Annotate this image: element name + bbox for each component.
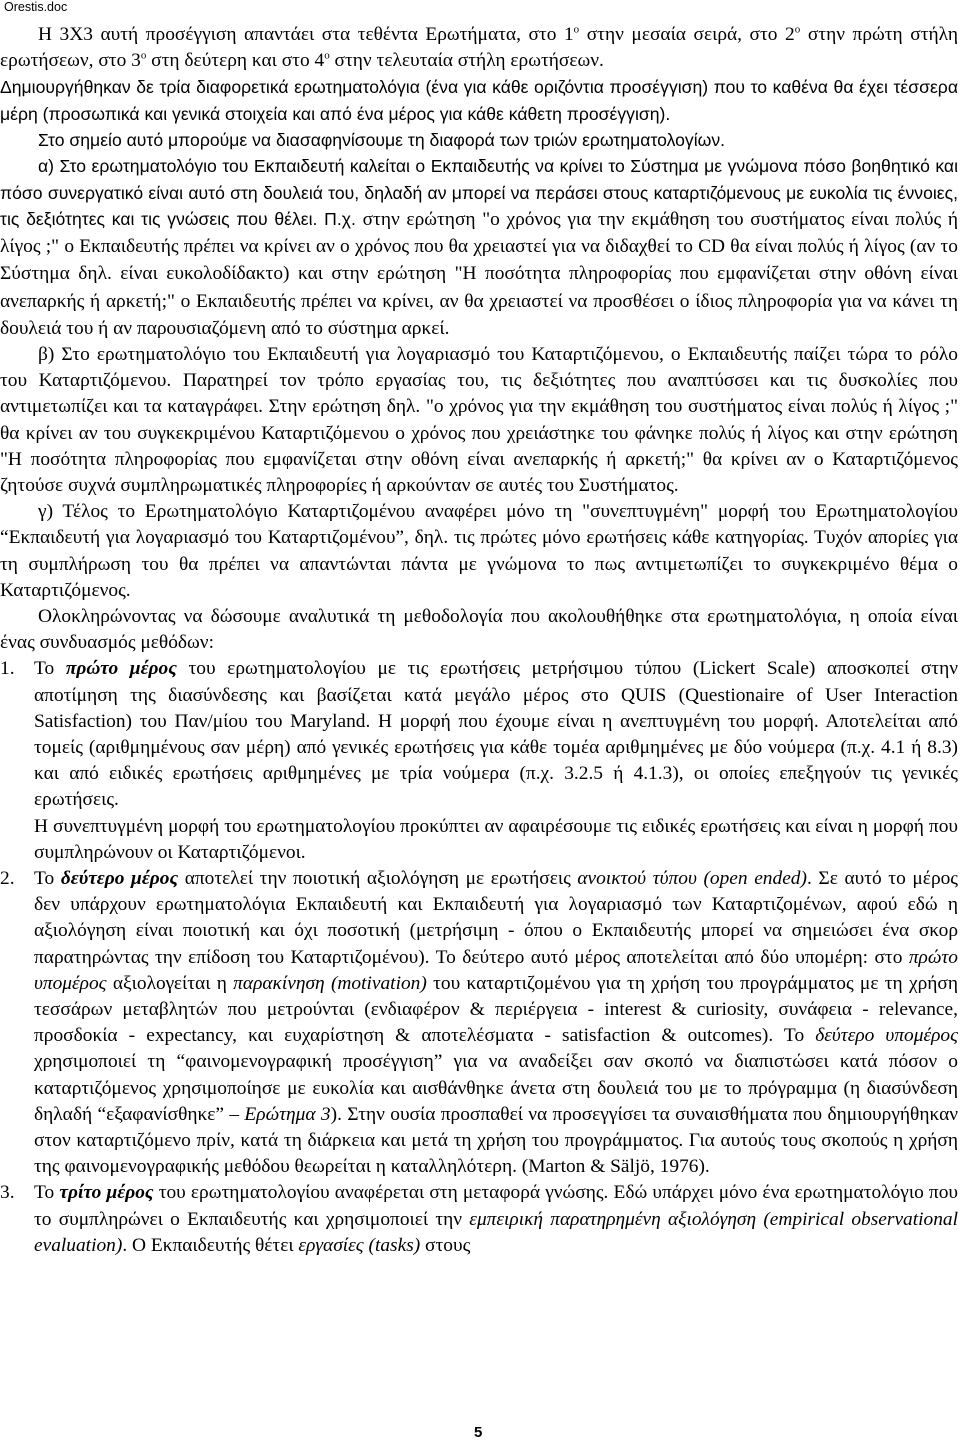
list-number: 3. xyxy=(0,1182,15,1204)
list-number: 2. xyxy=(0,867,15,889)
list-item-text xyxy=(34,1180,958,1259)
text-run: Το xyxy=(34,658,66,680)
emphasis: δεύτερο υπομέρος xyxy=(815,1025,958,1047)
text-run: στους xyxy=(420,1234,471,1256)
paragraph-gamma: γ) Τέλος το Ερωτηματολόγιο Καταρτιζομένου αναφέρει μόνο τη "συνεπτυγμένη" μορφή του Ερωτηματολογίου “Εκπαιδευτή για λογαριασμό του Καταρτιζομένου”, δηλ. τις πρώτες μόνο ερωτήσεις κάθε κατηγορίας. Τυχόν απορίες για τη συμπλήρωση του θα πρέπει να απαντώνται πάντα με γνώμονα το πως αντιμετωπίζει το συγκεκριμένο θέμα ο Καταρτιζόμενος. xyxy=(0,501,958,601)
text-run: Το xyxy=(34,867,61,889)
text-run: αποτελεί την ποιοτική αξιολόγηση με ερωτήσεις xyxy=(178,867,578,889)
text-run: ). Στην ουσία προσπαθεί να προσεγγίσει τα συναισθήματα που δημιουργήθηκαν στον καταρτιζόμενο πρίν, κατά τη διάρκεια και μετά τη χρήση του προγράμματος. Για αυτούς τους σκοπούς η χρήση της φαινομενογραφικής μεθόδου θεωρείται η καταλληλότερη. (Marton & Säljö, 1976). xyxy=(34,1103,958,1178)
text-run: . Σε αυτό το μέρος δεν υπάρχουν ερωτηματολόγια Εκπαιδευτή και Εκπαιδευτή για λογαριασμό των Καταρτιζομένων, αφού εδώ η αξιολόγηση είναι ποιοτική και όχι ποσοτική (μετρήσιμη - όπου ο Εκπαιδευτής μπορεί να σημειώσει ένα σκορ παρατηρώντας την επίδοση του Καταρτιζομένου). Το δεύτερο αυτό μέρος αποτελείται από δύο υπομέρη: στο xyxy=(34,867,958,968)
emphasis: ανοικτού τύπου (open ended) xyxy=(577,867,807,889)
text-run: στην τελευταία στήλη ερωτήσεων. xyxy=(329,50,604,72)
list-item-text xyxy=(34,656,958,813)
text-run: Το xyxy=(34,1182,60,1204)
list-item-2 xyxy=(0,866,958,1180)
paragraph-questionnaires: Δημιουργήθηκαν δε τρία διαφορετικά ερωτηματολόγια (ένα για κάθε οριζόντια προσέγγιση) που το καθένα θα έχει τέσσερα μέρη (προσωπικά και γενικά στοιχεία και από ένα μέρος για κάθε κάθετη προσέγγιση). xyxy=(0,77,958,124)
emphasis: εμπειρική παρατηρημένη αξιολόγηση (empirical observational evaluation) xyxy=(34,1208,958,1256)
emphasis: δεύτερο μέρος xyxy=(60,867,179,889)
list-item-3 xyxy=(0,1180,958,1259)
list-item-text xyxy=(34,866,958,1180)
text-run: στη δεύτερη και στο 4 xyxy=(146,50,325,72)
emphasis: πρώτο υπομέρος xyxy=(34,946,958,994)
text-run: στην πρώτη στήλη ερωτήσεων, στο 3 xyxy=(0,24,958,72)
text-run: α) Στο ερωτηματολόγιο του Εκπαιδευτή καλείται ο Εκπαιδευτής να κρίνει το Σύστημα με γνώμονα πόσο βοηθητικό και πόσο συνεργατικό είναι αυτό στη δουλειά του, δηλαδή αν μπορεί να περάσει στους καταρτιζόμενους με ευκολία τις έννοιες, τις δεξιότητες και τις γνώσεις που θέλει. Π.χ. xyxy=(0,156,958,229)
text-run: του ερωτηματολογίου αναφέρεται στη μεταφορά γνώσης. Εδώ υπάρχει μόνο ένα ερωτηματολόγιο που το συμπληρώνει ο Εκπαιδευτής και χρησιμοποιεί την xyxy=(34,1182,958,1230)
paragraph-intro xyxy=(0,22,958,74)
text-run: στην ερώτηση "ο χρόνος για την εκμάθηση του συστήματος είναι πολύς ή λίγος ;" ο Εκπαιδευτής πρέπει να κρίνει αν ο χρόνος που θα χρειαστεί για να διδαχθεί το CD θα είναι πολύς ή λίγος (αν το Σύστημα δηλ. είναι ευκολοδίδακτο) και στην ερώτηση "Η ποσότητα πληροφορίας που εμφανίζεται στην οθόνη είναι ανεπαρκής ή αρκετή;" ο Εκπαιδευτής πρέπει να κρίνει, αν θα χρειαστεί να προσθέσει ο ίδιος πληροφορία για να κάνει τη δουλειά του ή αν παρουσιαζόμενη από το σύστημα αρκεί. xyxy=(0,208,958,339)
superscript: ο xyxy=(140,49,147,62)
text-run: του ερωτηματολογίου με τις ερωτήσεις μετρήσιμου τύπου (Lickert Scale) αποσκοπεί στην αποτίμηση της διασύνδεσης και βασίζεται κατά μεγάλο μέρος στο QUIS (Questionaire of User Interaction Satisfaction) του Παν/μίου του Maryland. Η μορφή που έχουμε είναι η ανεπτυγμένη του μορφή. Αποτελείται από τομείς (αριθμημένους σαν μέρη) από γενικές ερωτήσεις για κάθε τομέα αριθμημένες με δύο νούμερα (π.χ. 4.1 ή 8.3) και από ειδικές ερωτήσεις αριθμημένες με τρία νούμερα (π.χ. 3.2.5 ή 4.1.3), οι οποίες επεξηγούν τις γενικές ερωτήσεις. xyxy=(34,658,958,811)
text-run: χρησιμοποιεί τη “φαινομενογραφική προσέγγιση” για να αναδείξει σαν σκοπό να διαπιστώσει κατά πόσον ο καταρτιζόμενος χρησιμοποίησε με ευκολία και αισθάνθηκε άνετα στη δουλειά του με το πρόγραμμα (η διασύνδεση δηλαδή “εξαφανίσθηκε” – xyxy=(34,1051,958,1125)
list-item-continuation: Η συνεπτυγμένη μορφή του ερωτηματολογίου προκύπτει αν αφαιρέσουμε τις ειδικές ερωτήσεις και είναι η μορφή που συμπληρώνουν οι Καταρτιζόμενοι. xyxy=(34,815,958,863)
page-number: 5 xyxy=(474,1424,483,1441)
superscript: ο xyxy=(794,23,801,36)
superscript: ο xyxy=(573,23,580,36)
text-run: του καταρτιζομένου για τη χρήση του προγράμματος με τη χρήση τεσσάρων μεταβλητών που μετρούνται (ενδιαφέρον & περιέργεια - interest & curiosity, συνάφεια - relevance, προσδοκία - expectancy, και ευχαρίστηση & αποτελέσματα - satisfaction & outcomes). Το xyxy=(34,972,958,1047)
emphasis: τρίτο μέρος xyxy=(59,1182,154,1204)
emphasis: πρώτο μέρος xyxy=(65,658,177,680)
text-run: στην μεσαία σειρά, στο 2 xyxy=(579,24,795,45)
emphasis: εργασίες (tasks) xyxy=(298,1234,421,1256)
text-run: αξιολογείται η xyxy=(106,972,234,994)
paragraph-methodology: Ολοκληρώνοντας να δώσουμε αναλυτικά τη μεθοδολογία που ακολουθήθηκε στα ερωτηματολόγια, η οποία είναι ένας συνδυασμός μεθόδων: xyxy=(0,605,958,654)
paragraph-clarify: Στο σημείο αυτό μπορούμε να διασαφηνίσουμε τη διαφορά των τριών ερωτηματολογίων. xyxy=(38,130,726,150)
list-number: 1. xyxy=(0,658,15,680)
list-item-1 xyxy=(0,656,958,866)
text-run: . Ο Εκπαιδευτής θέτει xyxy=(122,1234,299,1256)
text-run: Η 3Χ3 αυτή προσέγγιση απαντάει στα τεθέντα Ερωτήματα, στο 1 xyxy=(38,24,574,45)
emphasis: Ερώτημα 3 xyxy=(244,1103,331,1125)
document-body xyxy=(0,22,958,1259)
paragraph-beta: β) Στο ερωτηματολόγιο του Εκπαιδευτή για λογαριασμό του Καταρτιζόμενου, ο Εκπαιδευτής παίζει τώρα το ρόλο του Καταρτιζόμενου. Παρατηρεί τον τρόπο εργασίας του, τις δεξιότητες που αναπτύσσει και τις δυσκολίες που αντιμετωπίζει και τα καταγράφει. Στην ερώτηση δηλ. "ο χρόνος για την εκμάθηση του συστήματος είναι πολύς ή λίγος ;" θα κρίνει αν του συγκεκριμένου Καταρτιζόμενου ο χρόνος που χρειάστηκε του φάνηκε πολύς ή λίγος και στην ερώτηση "Η ποσότητα πληροφορίας που εμφανίζεται στην οθόνη είναι ανεπαρκής ή αρκετή;" θα κρίνει αν ο Καταρτιζόμενος ζητούσε συχνά συμπληρωματικές πληροφορίες ή αρκούνταν σε αυτές του Συστήματος. xyxy=(0,343,958,496)
paragraph-alpha xyxy=(0,153,958,342)
emphasis: παρακίνηση (motivation) xyxy=(233,972,427,994)
document-filename: Orestis.doc xyxy=(4,0,68,14)
superscript: ο xyxy=(324,49,330,62)
